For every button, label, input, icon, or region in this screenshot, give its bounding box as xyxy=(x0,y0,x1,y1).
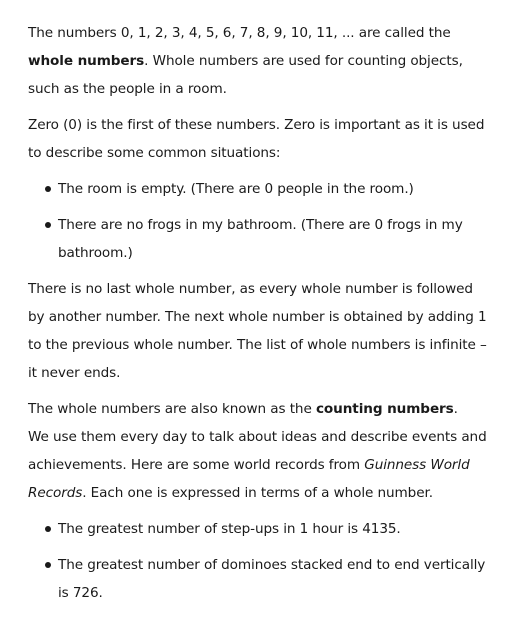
records-text-start: We use them every day to talk about ideas and describe events and achievements. Here are some world records from xyxy=(28,429,487,473)
intro-text-end: . Whole numbers are used for counting objects, such as the people in a room. xyxy=(28,53,463,97)
paragraph-whole-numbers-intro xyxy=(28,19,491,103)
paragraph-counting-numbers xyxy=(28,395,491,507)
counting-text-start: The whole numbers are also known as the xyxy=(28,401,316,417)
book-title-guinness: Guinness World Records xyxy=(28,457,470,501)
paragraph-zero: Zero (0) is the first of these numbers. Zero is important as it is used to describe some common situations: xyxy=(28,117,485,161)
records-text-end: . Each one is expressed in terms of a whole number. xyxy=(82,485,433,501)
paragraph-infinite: There is no last whole number, as every whole number is followed by another number. The next whole number is obtained by adding 1 to the previous whole number. The list of whole numbers is infinite – it never ends. xyxy=(28,281,487,381)
list-item: The room is empty. (There are 0 people in the room.) xyxy=(58,175,491,203)
zero-examples-list xyxy=(28,175,491,267)
list-item: The greatest number of step-ups in 1 hour is 4135. xyxy=(58,515,491,543)
list-item: The greatest number of dominoes stacked end to end vertically is 726. xyxy=(58,551,491,607)
counting-text-period: . xyxy=(453,401,458,417)
list-item: There are no frogs in my bathroom. (There are 0 frogs in my bathroom.) xyxy=(58,211,491,267)
world-records-list xyxy=(28,515,491,607)
term-counting-numbers: counting numbers xyxy=(315,401,454,417)
term-whole-numbers: whole numbers xyxy=(28,53,145,69)
intro-text-start: The numbers 0, 1, 2, 3, 4, 5, 6, 7, 8, 9, 10, 11, ... are called the xyxy=(28,25,451,41)
